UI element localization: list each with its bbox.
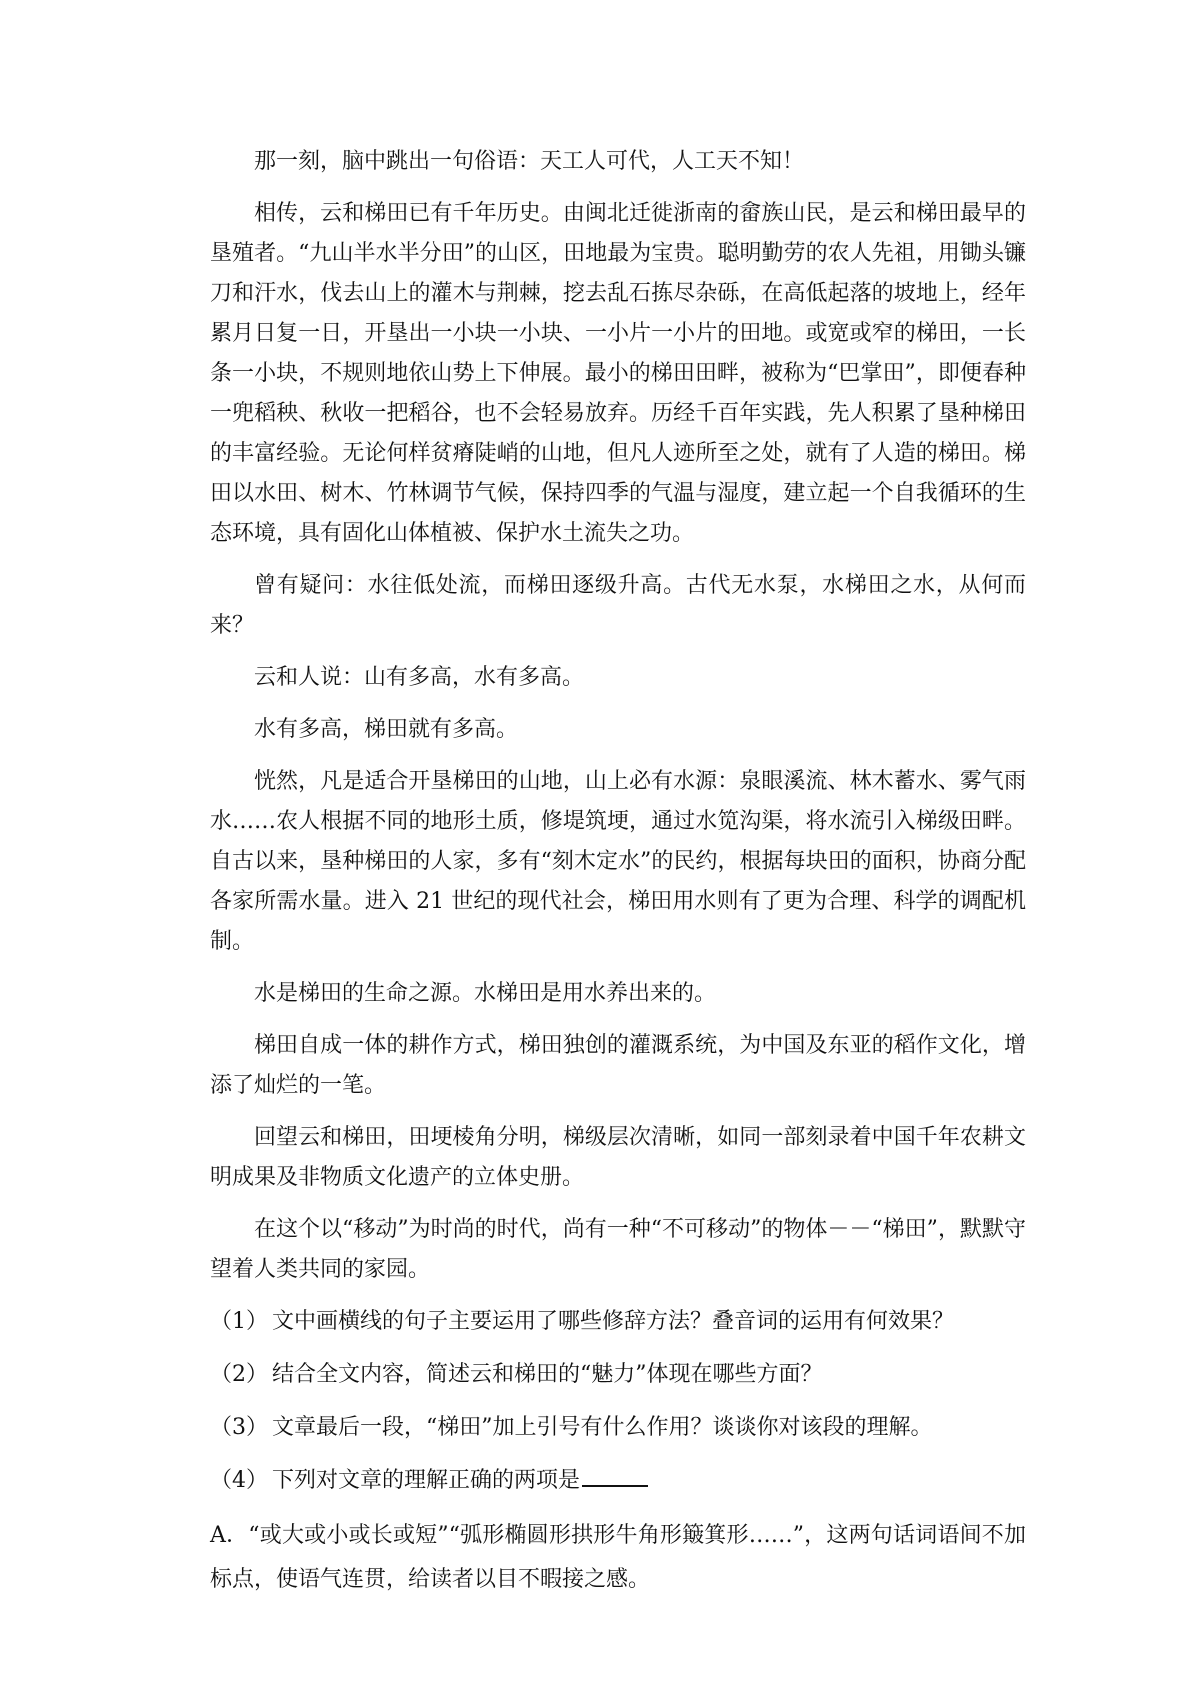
answer-blank[interactable] — [582, 1463, 648, 1487]
paragraph: 在这个以“移动”为时尚的时代，尚有一种“不可移动”的物体－－“梯田”，默默守望着人类共同的家园。 — [210, 1217, 1026, 1282]
question-list — [210, 1302, 1026, 1501]
question-number: （3） — [210, 1415, 268, 1440]
paragraph: 云和人说：山有多高，水有多高。 — [254, 665, 585, 690]
paragraph: 水有多高，梯田就有多高。 — [254, 717, 519, 742]
paragraph: 相传，云和梯田已有千年历史。由闽北迁徙浙南的畲族山民，是云和梯田最早的垦殖者。“九山半水半分田”的山区，田地最为宝贵。聪明勤劳的农人先祖，用锄头镰刀和汗水，伐去山上的灌木与荆棘，挖去乱石拣尽杂砾，在高低起落的坡地上，经年累月日复一日，开垦出一小块一小块、一小片一小片的田地。或宽或窄的梯田，一长条一小块，不规则地依山势上下伸展。最小的梯田田畔，被称为“巴掌田”，即便春种一兜稻秧、秋收一把稻谷，也不会轻易放弃。历经千百年实践，先人积累了垦种梯田的丰富经验。无论何样贫瘠陡峭的山地，但凡人迹所至之处，就有了人造的梯田。梯田以水田、树木、竹林调节气候，保持四季的气温与湿度，建立起一个自我循环的生态环境，具有固化山体植被、保护水土流失之功。 — [210, 201, 1026, 546]
question-number: （1） — [210, 1309, 268, 1334]
question-item — [210, 1355, 1026, 1395]
question-text: 下列对文章的理解正确的两项是 — [272, 1468, 581, 1493]
paragraph: 曾有疑问：水往低处流，而梯田逐级升高。古代无水泵，水梯田之水，从何而来？ — [210, 573, 1026, 638]
question-text: 文中画横线的句子主要运用了哪些修辞方法？叠音词的运用有何效果？ — [272, 1309, 955, 1334]
paragraph: 那一刻，脑中跳出一句俗语：天工人可代，人工天不知！ — [254, 149, 805, 174]
question-item — [210, 1408, 1026, 1448]
answer-option: A．“或大或小或长或短”“弧形椭圆形拱形牛角形簸箕形……”，这两句话词语间不加标点，使语气连贯，给读者以目不暇接之感。 — [210, 1523, 1026, 1592]
paragraph: 梯田自成一体的耕作方式，梯田独创的灌溉系统，为中国及东亚的稻作文化，增添了灿烂的一笔。 — [210, 1033, 1026, 1098]
question-number: （4） — [210, 1468, 268, 1493]
question-text: 文章最后一段，“梯田”加上引号有什么作用？谈谈你对该段的理解。 — [272, 1415, 933, 1440]
question-item — [210, 1461, 1026, 1501]
question-number: （2） — [210, 1362, 268, 1387]
paragraph: 回望云和梯田，田埂棱角分明，梯级层次清晰，如同一部刻录着中国千年农耕文明成果及非物质文化遗产的立体史册。 — [210, 1125, 1026, 1190]
question-text: 结合全文内容，简述云和梯田的“魅力”体现在哪些方面？ — [272, 1362, 823, 1387]
document-page — [210, 142, 1026, 1602]
paragraph: 水是梯田的生命之源。水梯田是用水养出来的。 — [254, 981, 717, 1006]
question-item — [210, 1302, 1026, 1342]
paragraph: 恍然，凡是适合开垦梯田的山地，山上必有水源：泉眼溪流、林木蓄水、雾气雨水……农人根据不同的地形土质，修堤筑埂，通过水笕沟渠，将水流引入梯级田畔。自古以来，垦种梯田的人家，多有“刻木定水”的民约，根据每块田的面积，协商分配各家所需水量。进入 21 世纪的现代社会，梯田用水则有了更为合理、科学的调配机制。 — [210, 769, 1026, 954]
option-list — [210, 1514, 1026, 1602]
